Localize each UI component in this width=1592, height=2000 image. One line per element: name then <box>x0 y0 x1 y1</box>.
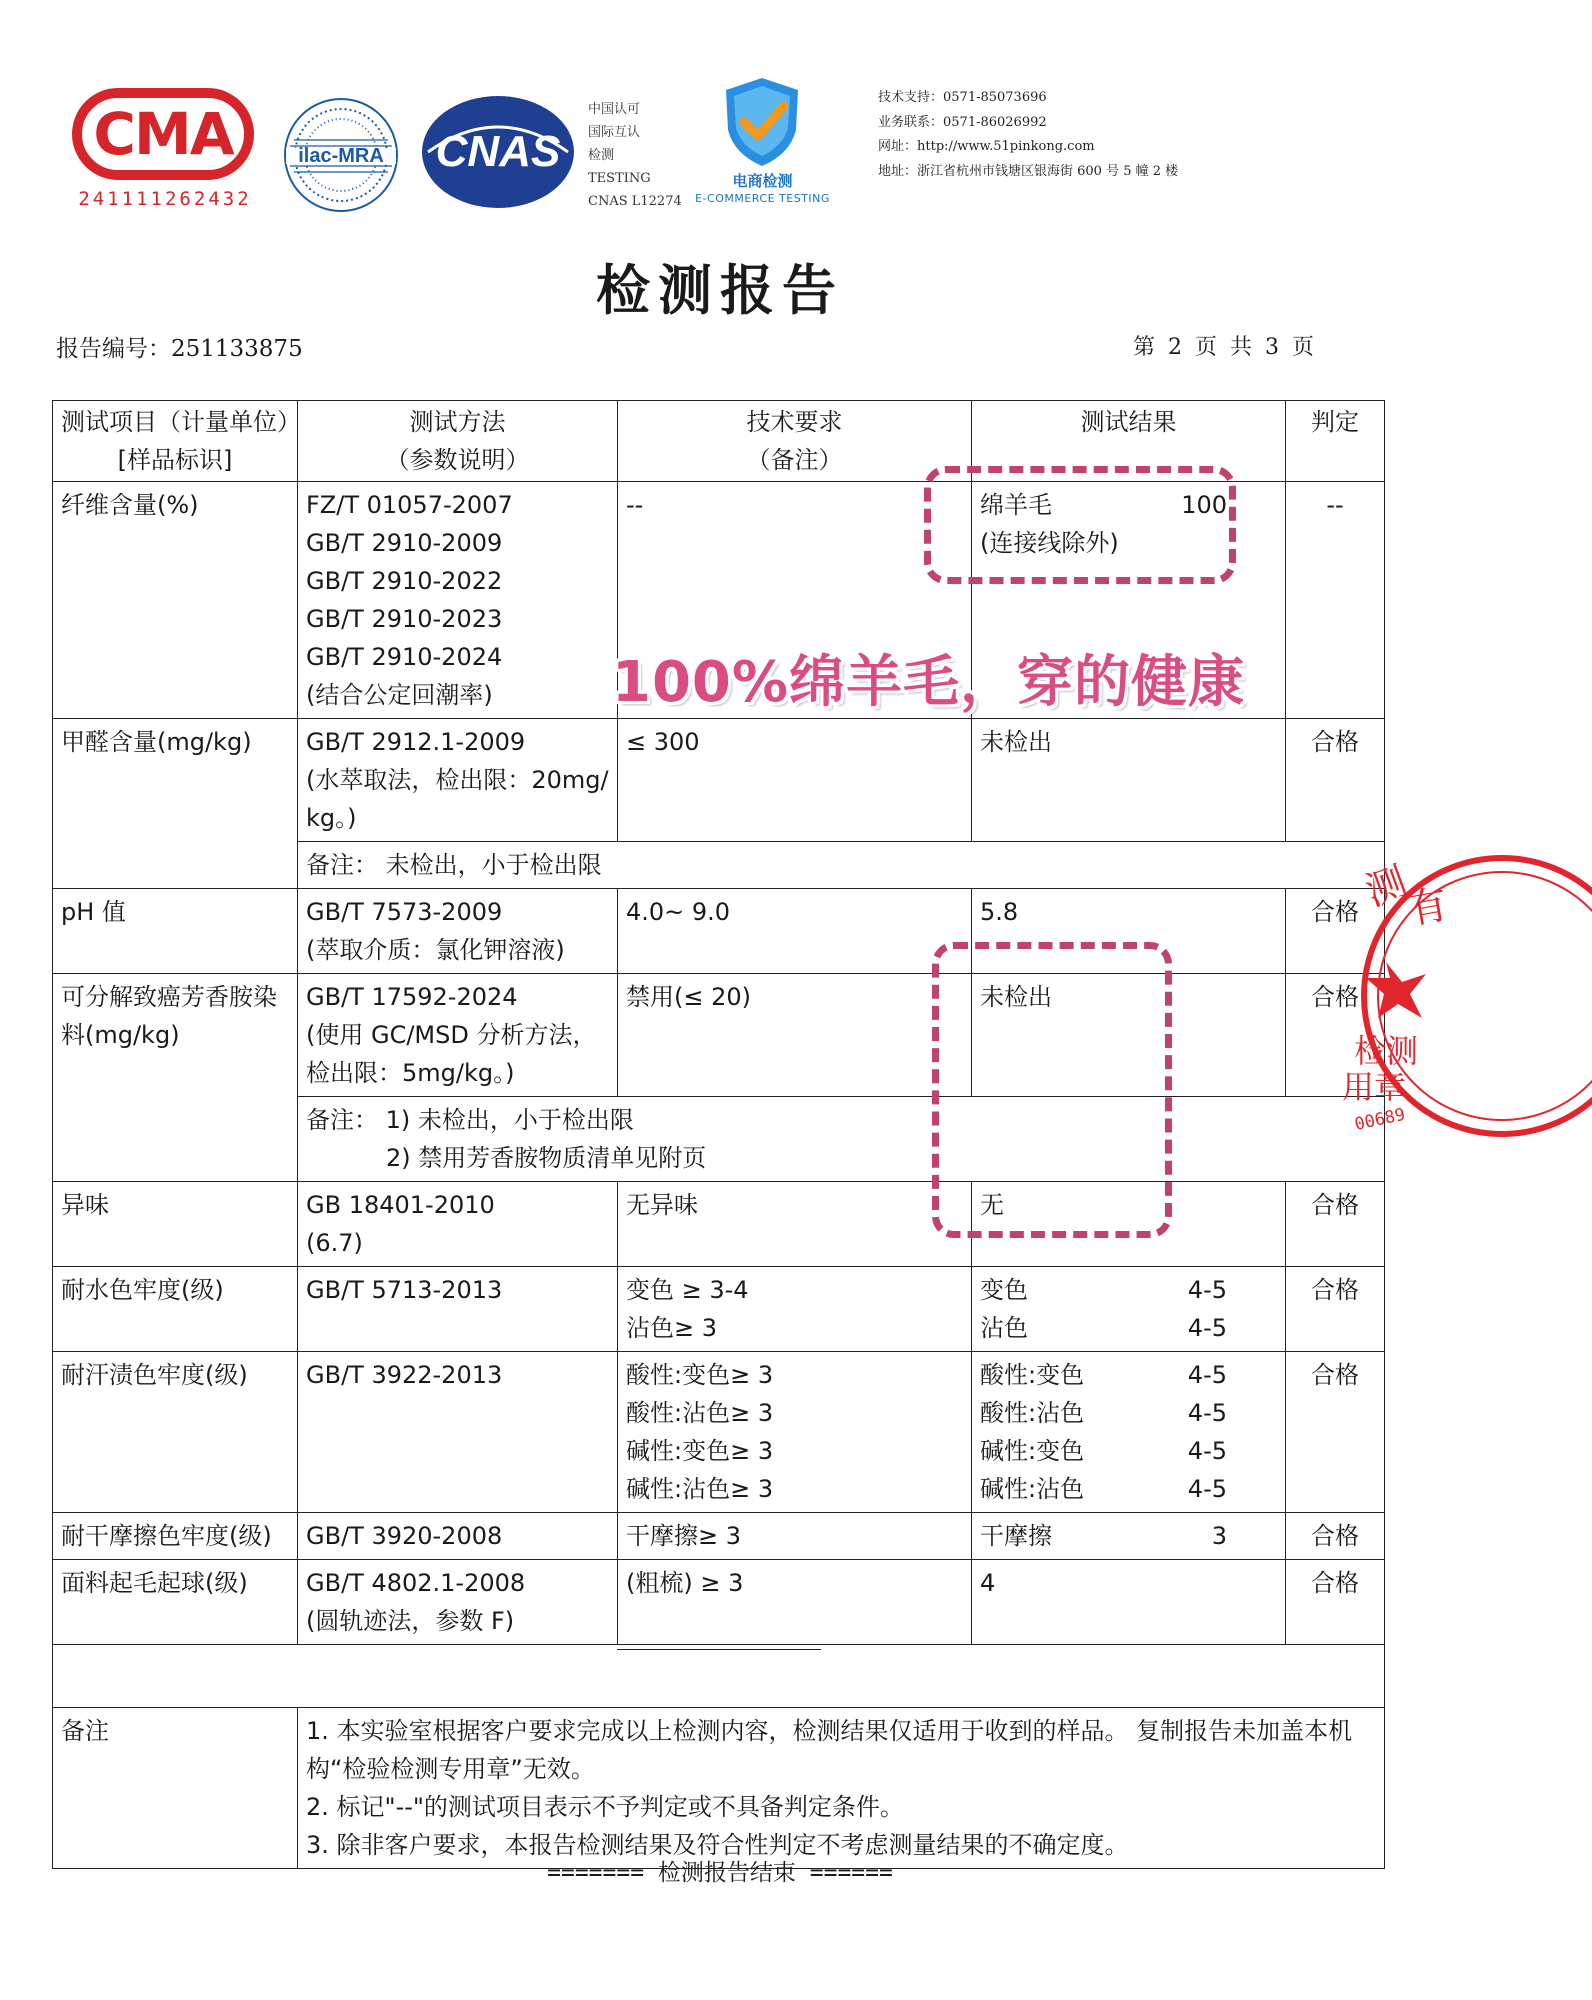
cell-verdict: 合格 <box>1286 1267 1385 1352</box>
cell-note: 备注： 未检出，小于检出限 <box>298 842 1385 889</box>
cell-item: 可分解致癌芳香胺染料(mg/kg) <box>53 974 298 1182</box>
shield-title: 电商检测 <box>732 172 793 190</box>
header-item: 测试项目（计量单位） [样品标识] <box>53 401 298 482</box>
header-verdict: 判定 <box>1286 401 1385 482</box>
report-number: 报告编号：251133875 <box>56 336 303 362</box>
svg-text:检测: 检测 <box>1354 1032 1419 1070</box>
cell-item: pH 值 <box>53 889 298 974</box>
report-end-mark: ======= 检测报告结束 ====== <box>547 1860 893 1886</box>
cell-requirement: ≤ 300 <box>618 719 972 842</box>
shield-subtitle: E-COMMERCE TESTING <box>695 192 830 205</box>
header-method: 测试方法 （参数说明） <box>298 401 618 482</box>
svg-text:00689: 00689 <box>1352 1104 1408 1135</box>
cnas-logo <box>418 92 578 212</box>
table-blank-row <box>53 1645 1385 1708</box>
cma-number: 241111262432 <box>78 188 252 210</box>
cell-verdict: 合格 <box>1286 974 1385 1097</box>
promo-caption: 100%绵羊毛，穿的健康 <box>612 650 1246 715</box>
svg-text:有: 有 <box>1403 881 1452 934</box>
cell-method: GB/T 5713-2013 <box>298 1267 618 1352</box>
cell-item: 面料起毛起球(级) <box>53 1560 298 1645</box>
table-row <box>53 889 1385 974</box>
header-result: 测试结果 <box>972 401 1286 482</box>
cell-method: GB/T 3922-2013 <box>298 1352 618 1513</box>
cnas-caption: 中国认可 国际互认 检测 TESTING CNAS L12274 <box>588 102 682 209</box>
cell-item: 耐水色牢度(级) <box>53 1267 298 1352</box>
cell-method: GB/T 17592-2024 (使用 GC/MSD 分析方法， 检出限：5mg/kg。) <box>298 974 618 1097</box>
header-requirement: 技术要求 （备注） <box>618 401 972 482</box>
cell-requirement: 干摩擦≥ 3 <box>618 1513 972 1560</box>
cell-requirement: 酸性:变色≥ 3 酸性:沾色≥ 3 碱性:变色≥ 3 碱性:沾色≥ 3 <box>618 1352 972 1513</box>
cell-result: 4 <box>972 1560 1286 1645</box>
highlight-box-results <box>932 942 1172 1238</box>
cell-method: FZ/T 01057-2007 GB/T 2910-2009 GB/T 2910-2022 GB/T 2910-2023 GB/T 2910-2024 (结合公定回潮率) <box>298 482 618 719</box>
svg-text:测: 测 <box>1359 858 1414 916</box>
cell-item: 甲醛含量(mg/kg) <box>53 719 298 889</box>
cell-item: 异味 <box>53 1182 298 1267</box>
cell-verdict: 合格 <box>1286 1513 1385 1560</box>
cell-method: GB/T 3920-2008 <box>298 1513 618 1560</box>
cell-result: 酸性:变色 4-5 酸性:沾色 4-5 碱性:变色 4-5 碱性:沾色 4-5 <box>972 1352 1286 1513</box>
cell-item: 纤维含量(%) <box>53 482 298 719</box>
cell-requirement: 禁用(≤ 20) <box>618 974 972 1097</box>
cell-verdict: 合格 <box>1286 719 1385 842</box>
cell-result: 变色 4-5 沾色 4-5 <box>972 1267 1286 1352</box>
cnas-text: CNAS <box>435 127 561 176</box>
contact-website: 网址：http://www.51pinkong.com <box>878 139 1095 154</box>
ecommerce-testing-logo <box>690 72 835 212</box>
cma-mark: CMA <box>72 88 254 180</box>
cell-requirement: -- <box>618 482 972 719</box>
contact-address: 地址：浙江省杭州市钱塘区银海街 600 号 5 幢 2 楼 <box>878 163 1179 179</box>
official-seal-stamp <box>1342 846 1452 1146</box>
cell-method: GB/T 2912.1-2009 (水萃取法，检出限：20mg/ kg。) <box>298 719 618 842</box>
cma-logo <box>72 88 258 214</box>
highlight-box-fiber <box>924 466 1236 584</box>
ilac-text: ilac-MRA <box>298 145 384 167</box>
svg-text:用章: 用章 <box>1342 1068 1407 1106</box>
cell-verdict: 合格 <box>1286 889 1385 974</box>
cell-result: 无 <box>972 1182 1286 1267</box>
cell-result: 未检出 <box>972 974 1286 1097</box>
table-row <box>53 1352 1385 1513</box>
cell-note: 备注： 1) 未检出，小于检出限 2) 禁用芳香胺物质清单见附页 <box>298 1097 1385 1182</box>
cell-verdict: 合格 <box>1286 1182 1385 1267</box>
page-indicator: 第 2 页 共 3 页 <box>1133 335 1314 360</box>
cell-method: GB 18401-2010 (6.7) <box>298 1182 618 1267</box>
cell-requirement: 变色 ≥ 3-4 沾色≥ 3 <box>618 1267 972 1352</box>
cell-requirement: (粗梳) ≥ 3 <box>618 1560 972 1645</box>
cell-result: 干摩擦 3 <box>972 1513 1286 1560</box>
cell-result: 5.8 <box>972 889 1286 974</box>
cell-requirement: 无异味 <box>618 1182 972 1267</box>
cell-requirement: 4.0~ 9.0 <box>618 889 972 974</box>
cell-method: GB/T 7573-2009 (萃取介质：氯化钾溶液) <box>298 889 618 974</box>
cell-result: 绵羊毛 100 (连接线除外) <box>972 482 1286 719</box>
cell-verdict: -- <box>1286 482 1385 719</box>
table-row <box>53 1513 1385 1560</box>
ilac-mra-logo <box>280 96 402 214</box>
page-title: 检测报告 <box>596 258 844 322</box>
table-row <box>53 719 1385 842</box>
cell-result: 未检出 <box>972 719 1286 842</box>
shield-check-icon <box>690 72 835 172</box>
blank-divider <box>617 1649 821 1650</box>
table-row <box>53 974 1385 1097</box>
remarks-row <box>53 1708 1385 1869</box>
cell-verdict: 合格 <box>1286 1352 1385 1513</box>
cell-item: 耐干摩擦色牢度(级) <box>53 1513 298 1560</box>
remarks-content: 1. 本实验室根据客户要求完成以上检测内容，检测结果仅适用于收到的样品。 复制报告未加盖本机构“检验检测专用章”无效。 2. 标记"--"的测试项目表示不予判定或不具备判定条件。 3. 除非客户要求，本报告检测结果及符合性判定不考虑测量结果的不确定度。 <box>298 1708 1385 1869</box>
cell-verdict: 合格 <box>1286 1560 1385 1645</box>
contact-info <box>878 86 1198 184</box>
table-row <box>53 1182 1385 1267</box>
remarks-label: 备注 <box>53 1708 298 1869</box>
contact-tech-support: 技术支持：0571-85073696 <box>878 90 1047 105</box>
cell-method: GB/T 4802.1-2008 (圆轨迹法，参数 F) <box>298 1560 618 1645</box>
cell-item: 耐汗渍色牢度(级) <box>53 1352 298 1513</box>
table-row <box>53 1560 1385 1645</box>
test-results-table <box>52 400 1385 1869</box>
table-row <box>53 1267 1385 1352</box>
contact-business: 业务联系：0571-86026992 <box>878 114 1047 130</box>
